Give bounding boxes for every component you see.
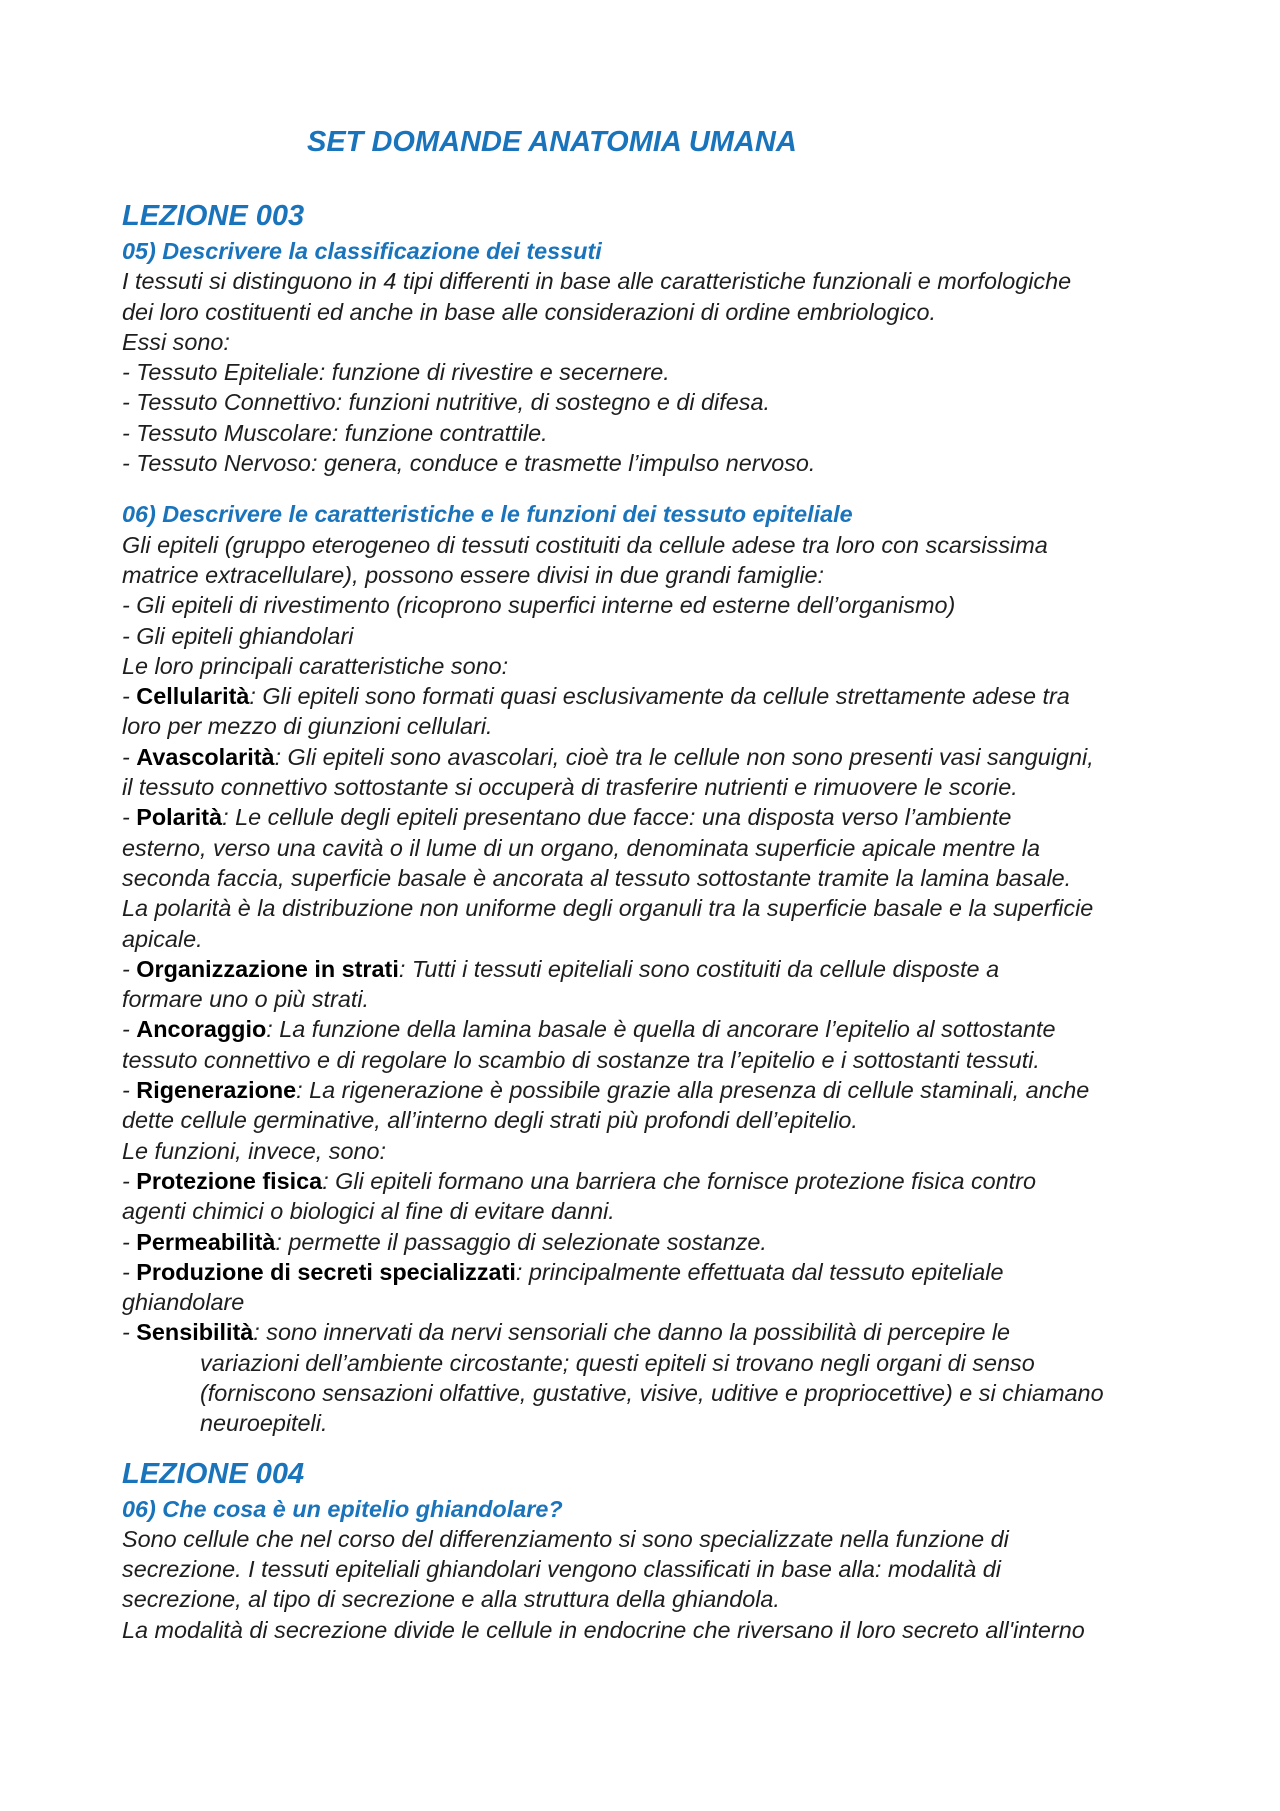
question-05-block bbox=[122, 236, 1182, 478]
trait-polarita: - Polarità: Le cellule degli epiteli presentano due facce: una disposta verso l’ambiente bbox=[122, 804, 1012, 831]
term: Organizzazione in strati bbox=[136, 955, 399, 982]
list-item-epiteliale: - Tessuto Epiteliale: funzione di rivestire e secernere. bbox=[122, 359, 670, 386]
answer-line: agenti chimici o biologici al fine di evitare danni. bbox=[122, 1198, 615, 1225]
answer-line: esterno, verso una cavità o il lume di un organo, denominata superficie apicale mentre la bbox=[122, 834, 1040, 861]
answer-line: (forniscono sensazioni olfattive, gustative, visive, uditive e propriocettive) e si chiamano bbox=[200, 1379, 1104, 1406]
lesson-004-heading: LEZIONE 004 bbox=[122, 1457, 305, 1490]
list-item: - Gli epiteli ghiandolari bbox=[122, 622, 354, 649]
term: Protezione fisica bbox=[136, 1167, 323, 1194]
trait-avascolarita: - Avascolarità: Gli epiteli sono avascolari, cioè tra le cellule non sono presenti vasi sanguigni, bbox=[122, 743, 1094, 770]
lesson-004 bbox=[122, 1454, 1182, 1645]
answer-line: il tessuto connettivo sottostante si occuperà di trasferire nutrienti e rimuovere le scorie. bbox=[122, 774, 1018, 801]
question-05-title: 05) Descrivere la classificazione dei tessuti bbox=[122, 238, 602, 264]
term: Avascolarità bbox=[136, 743, 275, 770]
answer-line: loro per mezzo di giunzioni cellulari. bbox=[122, 713, 493, 740]
definition: : permette il passaggio di selezionate sostanze. bbox=[275, 1228, 767, 1255]
question-06-glandular-block bbox=[122, 1494, 1182, 1645]
answer-line: tessuto connettivo e di regolare lo scambio di sostanze tra l’epitelio e i sottostanti tessuti. bbox=[122, 1046, 1040, 1073]
answer-line: variazioni dell’ambiente circostante; questi epiteli si trovano negli organi di senso bbox=[200, 1349, 1035, 1376]
answer-line: Le loro principali caratteristiche sono: bbox=[122, 652, 509, 679]
question-06-title: 06) Descrivere le caratteristiche e le funzioni dei tessuto epiteliale bbox=[122, 501, 853, 528]
answer-line: Sono cellule che nel corso del differenziamento si sono specializzate nella funzione di bbox=[122, 1525, 1009, 1552]
definition: : principalmente effettuata dal tessuto epiteliale bbox=[515, 1258, 1004, 1285]
definition: : Tutti i tessuti epiteliali sono costituiti da cellule disposte a bbox=[398, 955, 1000, 982]
term: Permeabilità bbox=[136, 1228, 276, 1255]
answer-line: dette cellule germinative, all’interno degli strati più profondi dell’epitelio. bbox=[122, 1107, 858, 1134]
definition: : Gli epiteli sono formati quasi esclusivamente da cellule strettamente adese tra bbox=[249, 683, 1070, 710]
definition: : Gli epiteli formano una barriera che fornisce protezione fisica contro bbox=[322, 1167, 1036, 1194]
answer-line: Essi sono: bbox=[122, 328, 230, 355]
spacer bbox=[122, 478, 1182, 499]
spacer bbox=[122, 1439, 1182, 1454]
answer-line: I tessuti si distinguono in 4 tipi differenti in base alle caratteristiche funzionali e morfologiche bbox=[122, 268, 1072, 295]
term: Polarità bbox=[136, 804, 223, 831]
list-item-muscolare: - Tessuto Muscolare: funzione contrattile. bbox=[122, 419, 548, 446]
definition: : Le cellule degli epiteli presentano due facce: una disposta verso l’ambiente bbox=[222, 804, 1012, 831]
trait-cellularita: - Cellularità: Gli epiteli sono formati quasi esclusivamente da cellule strettamente adese tra bbox=[122, 683, 1070, 710]
term: Sensibilità bbox=[136, 1319, 254, 1346]
definition: : sono innervati da nervi sensoriali che danno la possibilità di percepire le bbox=[253, 1319, 1011, 1346]
definition: : La rigenerazione è possibile grazie alla presenza di cellule staminali, anche bbox=[296, 1077, 1090, 1104]
trait-organizzazione: - Organizzazione in strati: Tutti i tessuti epiteliali sono costituiti da cellule disposte a bbox=[122, 955, 1000, 982]
definition: : La funzione della lamina basale è quella di ancorare l’epitelio al sottostante bbox=[266, 1016, 1056, 1043]
trait-ancoraggio: - Ancoraggio: La funzione della lamina basale è quella di ancorare l’epitelio al sottostante bbox=[122, 1016, 1056, 1043]
lesson-003-heading: LEZIONE 003 bbox=[122, 200, 305, 232]
answer-line: neuroepiteli. bbox=[200, 1410, 328, 1437]
answer-line: matrice extracellulare), possono essere divisi in due grandi famiglie: bbox=[122, 561, 825, 588]
answer-line: formare uno o più strati. bbox=[122, 986, 370, 1013]
lesson-003 bbox=[122, 196, 1182, 1439]
term: Rigenerazione bbox=[136, 1077, 297, 1104]
question-06-glandular-title: 06) Che cosa è un epitelio ghiandolare? bbox=[122, 1495, 563, 1522]
list-item-connettivo: - Tessuto Connettivo: funzioni nutritive, di sostegno e di difesa. bbox=[122, 389, 770, 416]
list-item: - Gli epiteli di rivestimento (ricoprono superfici interne ed esterne dell’organismo) bbox=[122, 592, 956, 619]
term: Produzione di secreti specializzati bbox=[136, 1258, 516, 1285]
question-06-block bbox=[122, 499, 1182, 1438]
answer-line: secrezione, al tipo di secrezione e alla struttura della ghiandola. bbox=[122, 1586, 780, 1613]
trait-rigenerazione: - Rigenerazione: La rigenerazione è possibile grazie alla presenza di cellule staminali, anche bbox=[122, 1077, 1090, 1104]
term: Ancoraggio bbox=[136, 1016, 267, 1043]
list-item-nervoso: - Tessuto Nervoso: genera, conduce e trasmette l’impulso nervoso. bbox=[122, 450, 816, 477]
function-produzione: - Produzione di secreti specializzati: principalmente effettuata dal tessuto epiteliale bbox=[122, 1258, 1004, 1285]
answer-line: seconda faccia, superficie basale è ancorata al tessuto sottostante tramite la lamina basale. bbox=[122, 864, 1072, 891]
answer-line: apicale. bbox=[122, 925, 203, 952]
function-protezione: - Protezione fisica: Gli epiteli formano una barriera che fornisce protezione fisica contro bbox=[122, 1167, 1036, 1194]
answer-line: La modalità di secrezione divide le cellule in endocrine che riversano il loro secreto all'interno bbox=[122, 1616, 1085, 1643]
function-permeabilita: - Permeabilità: permette il passaggio di selezionate sostanze. bbox=[122, 1228, 767, 1255]
answer-line: dei loro costituenti ed anche in base alle considerazioni di ordine embriologico. bbox=[122, 298, 936, 325]
term: Cellularità bbox=[136, 683, 250, 710]
answer-line: Gli epiteli (gruppo eterogeneo di tessuti costituiti da cellule adese tra loro con scarsissima bbox=[122, 531, 1048, 558]
document-title: SET DOMANDE ANATOMIA UMANA bbox=[307, 126, 797, 158]
function-sensibilita: - Sensibilità: sono innervati da nervi sensoriali che danno la possibilità di percepire le bbox=[122, 1319, 1011, 1346]
functions-intro: Le funzioni, invece, sono: bbox=[122, 1137, 386, 1164]
definition: : Gli epiteli sono avascolari, cioè tra le cellule non sono presenti vasi sanguigni, bbox=[274, 743, 1094, 770]
answer-line: La polarità è la distribuzione non uniforme degli organuli tra la superficie basale e la superficie bbox=[122, 895, 1094, 922]
answer-line: secrezione. I tessuti epiteliali ghiandolari vengono classificati in base alla: modalità di bbox=[122, 1556, 1001, 1583]
document-body bbox=[122, 196, 1182, 1645]
answer-line: ghiandolare bbox=[122, 1289, 245, 1316]
